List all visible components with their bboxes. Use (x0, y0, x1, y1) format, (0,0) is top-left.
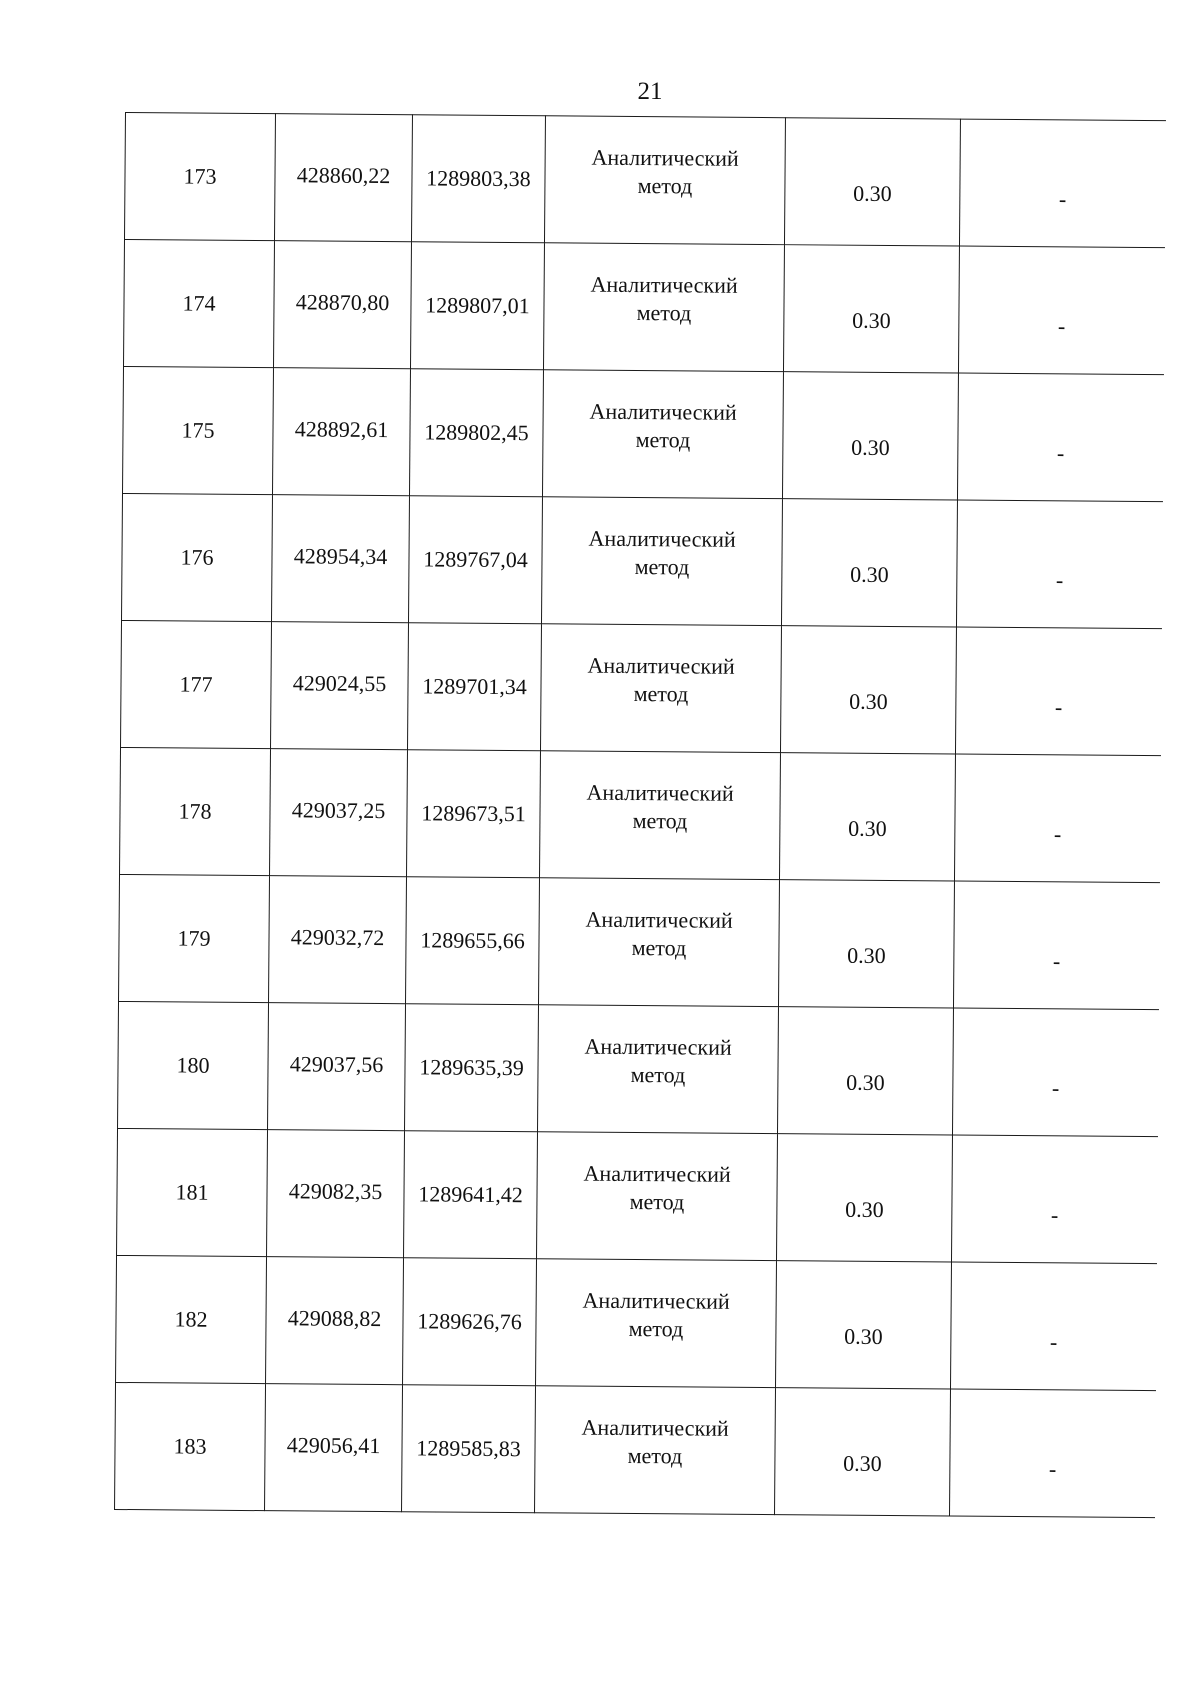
x-coordinate-cell (265, 1384, 403, 1512)
table-row (124, 240, 1165, 375)
y-coordinate: 1289585,83 (416, 1435, 521, 1462)
note-value: - (1055, 567, 1064, 593)
method-cell (539, 878, 780, 1007)
y-coordinate: 1289626,76 (417, 1308, 522, 1335)
note-cell (952, 1008, 1158, 1137)
table-row (120, 747, 1161, 882)
method-cell (544, 116, 785, 245)
y-coordinate-cell (410, 242, 544, 370)
accuracy-value: 0.30 (851, 434, 890, 461)
accuracy-value: 0.30 (847, 942, 886, 968)
accuracy-cell (784, 118, 960, 246)
table-row (121, 620, 1162, 755)
y-coordinate-cell (406, 877, 540, 1005)
method-cell (535, 1386, 776, 1515)
point-number: 178 (178, 798, 212, 824)
accuracy-cell (778, 880, 954, 1008)
accuracy-cell (780, 626, 956, 754)
method-cell (536, 1259, 777, 1388)
x-coordinate-cell (266, 1257, 404, 1385)
point-number-cell (116, 1255, 267, 1383)
y-coordinate: 1289635,39 (419, 1054, 524, 1081)
method-line-2: метод (636, 300, 692, 326)
y-coordinate-cell (404, 1131, 538, 1259)
point-number: 183 (173, 1433, 207, 1459)
accuracy-cell (776, 1134, 952, 1262)
x-coordinate: 429037,25 (291, 797, 386, 824)
method-line-1: Аналитический (591, 144, 739, 171)
y-coordinate-cell (407, 750, 541, 878)
accuracy-value: 0.30 (843, 1450, 882, 1476)
method-line-2: метод (632, 808, 688, 834)
page-number: 21 (637, 78, 663, 105)
accuracy-value: 0.30 (853, 180, 892, 207)
point-number-cell (115, 1382, 266, 1510)
method-line-2: метод (631, 935, 687, 961)
y-coordinate: 1289803,38 (426, 165, 531, 192)
point-number: 182 (174, 1306, 208, 1332)
note-cell (950, 1262, 1156, 1391)
y-coordinate: 1289807,01 (425, 292, 530, 319)
method-line-1: Аналитический (583, 1160, 731, 1187)
note-value: - (1051, 1075, 1060, 1101)
table-row (117, 1128, 1158, 1263)
y-coordinate-cell (408, 496, 542, 624)
table-row (124, 113, 1165, 248)
y-coordinate: 1289641,42 (418, 1181, 523, 1208)
note-cell (954, 754, 1160, 883)
x-coordinate-cell (267, 1130, 405, 1258)
accuracy-value: 0.30 (850, 561, 889, 588)
x-coordinate: 428870,80 (295, 289, 390, 316)
coordinates-table-wrapper (114, 112, 1165, 1518)
x-coordinate-cell (273, 241, 411, 369)
table-row (118, 1001, 1159, 1136)
point-number: 176 (180, 544, 214, 570)
table-row (115, 1382, 1156, 1517)
x-coordinate: 429037,56 (289, 1051, 384, 1078)
point-number: 179 (177, 925, 211, 951)
method-line-1: Аналитический (589, 398, 737, 425)
method-line-1: Аналитический (584, 1033, 732, 1060)
table-row (122, 493, 1163, 628)
x-coordinate: 429024,55 (292, 670, 387, 697)
point-number: 181 (175, 1179, 209, 1205)
y-coordinate: 1289802,45 (424, 419, 529, 446)
y-coordinate: 1289767,04 (423, 546, 528, 573)
table-body (115, 113, 1166, 1518)
note-value: - (1049, 1329, 1058, 1355)
note-value: - (1048, 1456, 1057, 1482)
accuracy-value: 0.30 (849, 688, 888, 715)
x-coordinate: 429088,82 (287, 1305, 382, 1332)
note-cell (959, 119, 1165, 248)
note-cell (955, 627, 1161, 756)
x-coordinate-cell (274, 114, 412, 242)
note-value: - (1058, 186, 1067, 212)
note-cell (953, 881, 1159, 1010)
x-coordinate: 428860,22 (296, 162, 391, 189)
point-number-cell (123, 366, 274, 494)
method-line-2: метод (629, 1188, 685, 1215)
x-coordinate: 429082,35 (288, 1178, 383, 1205)
x-coordinate-cell (270, 749, 408, 877)
point-number-cell (124, 240, 275, 368)
note-cell (951, 1135, 1157, 1264)
x-coordinate: 429032,72 (290, 924, 385, 951)
method-line-1: Аналитический (585, 906, 733, 933)
x-coordinate-cell (272, 495, 410, 623)
x-coordinate: 428892,61 (294, 416, 389, 443)
accuracy-cell (777, 1007, 953, 1135)
point-number: 173 (183, 163, 217, 189)
method-cell (540, 624, 781, 753)
point-number-cell (118, 1001, 269, 1129)
y-coordinate-cell (402, 1385, 536, 1513)
point-number-cell (124, 113, 275, 241)
y-coordinate-cell (407, 623, 541, 751)
coordinates-table (114, 112, 1165, 1518)
accuracy-cell (779, 753, 955, 881)
point-number-cell (117, 1128, 268, 1256)
y-coordinate-cell (409, 369, 543, 497)
method-line-1: Аналитический (587, 652, 735, 679)
method-cell (538, 1005, 779, 1134)
accuracy-cell (775, 1388, 951, 1516)
table-row (116, 1255, 1157, 1390)
method-cell (537, 1132, 778, 1261)
accuracy-cell (781, 499, 957, 627)
accuracy-value: 0.30 (852, 307, 891, 334)
table-row (119, 874, 1160, 1009)
note-cell (949, 1389, 1155, 1518)
note-cell (957, 373, 1163, 502)
note-value: - (1056, 440, 1065, 466)
method-line-1: Аналитический (586, 779, 734, 806)
method-line-1: Аналитический (582, 1287, 730, 1314)
accuracy-value: 0.30 (848, 815, 887, 842)
method-cell (541, 497, 782, 626)
y-coordinate-cell (405, 1004, 539, 1132)
point-number: 174 (182, 290, 216, 316)
note-value: - (1054, 694, 1063, 720)
y-coordinate: 1289701,34 (422, 673, 527, 700)
method-line-1: Аналитический (588, 525, 736, 552)
x-coordinate-cell (271, 622, 409, 750)
method-line-1: Аналитический (590, 271, 738, 298)
x-coordinate-cell (272, 368, 410, 496)
point-number: 175 (181, 417, 215, 443)
x-coordinate-cell (268, 1003, 406, 1131)
accuracy-cell (776, 1261, 952, 1389)
table-row (123, 366, 1164, 501)
accuracy-cell (783, 245, 959, 373)
method-line-2: метод (630, 1062, 686, 1088)
y-coordinate: 1289673,51 (421, 800, 526, 827)
method-line-1: Аналитический (581, 1414, 729, 1441)
method-line-2: метод (628, 1315, 684, 1342)
note-value: - (1052, 948, 1061, 974)
x-coordinate-cell (269, 876, 407, 1004)
x-coordinate: 429056,41 (286, 1432, 381, 1459)
method-cell (542, 370, 783, 499)
x-coordinate: 428954,34 (293, 543, 388, 570)
method-line-2: метод (634, 554, 690, 580)
method-cell (543, 243, 784, 372)
accuracy-value: 0.30 (844, 1323, 883, 1349)
note-cell (958, 246, 1164, 375)
method-cell (539, 751, 780, 880)
point-number-cell (121, 620, 272, 748)
note-cell (956, 500, 1162, 629)
accuracy-value: 0.30 (846, 1069, 885, 1095)
y-coordinate-cell (403, 1258, 537, 1386)
note-value: - (1057, 313, 1066, 339)
method-line-2: метод (633, 681, 689, 707)
y-coordinate-cell (411, 115, 545, 243)
point-number-cell (119, 874, 270, 1002)
method-line-2: метод (627, 1442, 683, 1469)
point-number: 177 (179, 671, 213, 697)
method-line-2: метод (635, 427, 691, 453)
y-coordinate: 1289655,66 (420, 927, 525, 954)
accuracy-value: 0.30 (845, 1196, 884, 1222)
point-number-cell (122, 493, 273, 621)
note-value: - (1053, 821, 1062, 847)
point-number-cell (120, 747, 271, 875)
accuracy-cell (782, 372, 958, 500)
point-number: 180 (176, 1052, 210, 1078)
note-value: - (1050, 1202, 1059, 1228)
method-line-2: метод (637, 173, 693, 199)
